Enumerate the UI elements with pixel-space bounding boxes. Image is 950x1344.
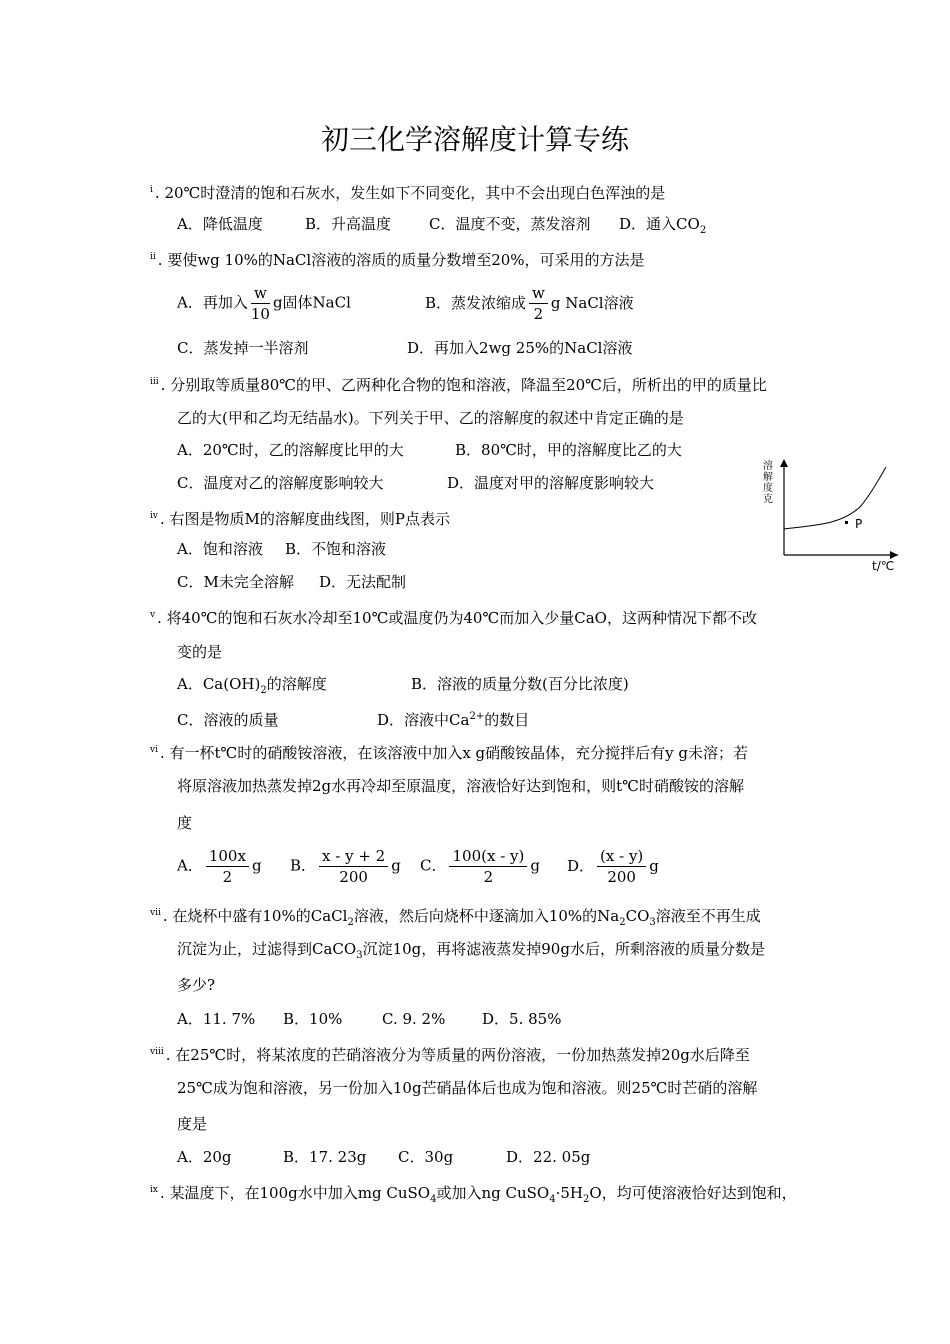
question-text: 分别取等质量80℃的甲、乙两种化合物的饱和溶液，降温至20℃后，所析出的甲的质量比 (170, 376, 767, 394)
x-axis-arrow (890, 551, 898, 559)
question-4-options-cd (177, 572, 406, 592)
question-8-stem: $^{viii}$ . 在25℃时，将某浓度的芒硝溶液分为等质量的两份溶液，一份加热蒸发掉20g水后降至 (150, 1046, 750, 1064)
option-a: A．20g (177, 1148, 232, 1166)
question-text: 将40℃的饱和石灰水冷却至10℃或温度仍为40℃而加入少量CaO，这两种情况下都不改 (166, 609, 757, 627)
option-a: A．降低温度 (177, 215, 263, 233)
question-6-stem-cont2: 度 (177, 814, 193, 832)
question-text: 右图是物质M的溶解度曲线图，则P点表示 (169, 510, 450, 528)
option-d: D．5. 85% (482, 1010, 562, 1028)
option-a: A．20℃时，乙的溶解度比甲的大 (177, 441, 404, 459)
option-a: A．饱和溶液 (177, 540, 263, 558)
question-4-stem: $^{iv}$ . 右图是物质M的溶解度曲线图，则P点表示 (150, 510, 450, 528)
option-a: A． $\frac{100x}{2}$ g (177, 847, 262, 886)
question-3-options-cd (177, 473, 654, 493)
option-c: C．温度不变，蒸发溶剂 (429, 215, 591, 233)
option-b: B．10% (283, 1010, 343, 1028)
option-b: B．升高温度 (305, 215, 392, 233)
option-c: C．M未完全溶解 (177, 573, 294, 591)
graph-y-label: 溶解度克 (763, 461, 773, 505)
option-b: B．不饱和溶液 (285, 540, 387, 558)
question-5-options-cd (177, 707, 529, 730)
option-d: D．溶液中$Ca^{2+}$的数目 (377, 711, 530, 729)
solubility-curve-graph (760, 455, 900, 580)
fraction: $\frac{x - y + 2}{200}$ (319, 846, 388, 887)
question-text: 要使wg 10%的NaCl溶液的溶质的质量分数增至20%，可采用的方法是 (167, 251, 645, 269)
question-3-stem-cont: 乙的大(甲和乙均无结晶水)。下列关于甲、乙的溶解度的叙述中肯定正确的是 (177, 409, 684, 427)
question-3-stem: $^{iii}$ . 分别取等质量80℃的甲、乙两种化合物的饱和溶液，降温至20℃后，所析出的甲的质量比 (150, 376, 767, 394)
option-d: D．再加入2wg 25%的NaCl溶液 (407, 339, 633, 357)
option-a: A．$Ca(OH)_2$的溶解度 (177, 675, 327, 696)
question-8-stem-cont: 25℃成为饱和溶液，另一份加入10g芒硝晶体后也成为饱和溶液。则25℃时芒硝的溶解 (177, 1079, 758, 1097)
fraction: $\frac{(x - y)}{200}$ (597, 846, 646, 887)
option-b: B．溶液的质量分数(百分比浓度) (411, 675, 629, 693)
fraction: $\frac{100x}{2}$ (206, 846, 249, 887)
point-p-marker (845, 521, 848, 524)
question-number: vii (150, 908, 161, 918)
question-6-options (177, 846, 659, 887)
option-d: D． $\frac{(x - y)}{200}$ g (567, 847, 659, 886)
question-2-options-ab (177, 283, 634, 324)
question-1-options (177, 214, 706, 241)
graph-point-label: P (855, 517, 863, 531)
question-2-options-cd (177, 338, 632, 358)
question-number: ii (150, 252, 156, 262)
question-number: v (150, 610, 156, 620)
option-d: D．无法配制 (319, 573, 407, 591)
option-b: B．80℃时，甲的溶解度比乙的大 (455, 441, 682, 459)
option-c: C． $\frac{100(x - y)}{2}$ g (420, 847, 540, 886)
question-3-options-ab (177, 440, 682, 460)
question-7-stem-cont: 沉淀为止，过滤得到CaCO$_3$沉淀10g，再将滤液蒸发掉90g水后，所剩溶液的质量分数是 (177, 940, 765, 961)
question-number: ix (150, 1185, 158, 1195)
question-7-stem-cont2: 多少? (177, 976, 216, 994)
question-text: 在25℃时，将某浓度的芒硝溶液分为等质量的两份溶液，一份加热蒸发掉20g水后降至 (175, 1046, 750, 1064)
option-b: B． $\frac{x - y + 2}{200}$ g (290, 847, 401, 886)
option-c: C．溶液的质量 (177, 711, 279, 729)
question-text: 有一杯t℃时的硝酸铵溶液，在该溶液中加入x g硝酸铵晶体，充分搅拌后有y g未溶；若 (169, 744, 749, 762)
option-d: D．通入$CO_2$ (619, 215, 707, 236)
question-2-stem: $^{ii}$ . 要使wg 10%的NaCl溶液的溶质的质量分数增至20%，可采用的方法是 (150, 251, 645, 269)
question-6-stem-cont: 将原溶液加热蒸发掉2g水再冷却至原温度，溶液恰好达到饱和，则t℃时硝酸铵的溶解 (177, 777, 744, 795)
option-d: D．22. 05g (506, 1148, 591, 1166)
fraction: $\frac{w}{2}$ (529, 283, 548, 324)
option-c: C．温度对乙的溶解度影响较大 (177, 474, 384, 492)
solubility-curve (784, 467, 886, 529)
y-axis-arrow (780, 459, 788, 467)
fraction: $\frac{100(x - y)}{2}$ (449, 846, 527, 887)
question-8-stem-cont2: 度是 (177, 1115, 208, 1133)
question-6-stem: $^{vi}$ . 有一杯t℃时的硝酸铵溶液，在该溶液中加入x g硝酸铵晶体，充分搅拌后有y g未溶；若 (150, 744, 749, 762)
question-1-stem: $^i$ . 20℃时澄清的饱和石灰水，发生如下不同变化，其中不会出现白色浑浊的是 (150, 184, 666, 202)
question-7-stem: $^{vii}$ . 在烧杯中盛有10%的CaCl$_2$溶液，然后向烧杯中逐滴加入10%的$Na_2CO_3$溶液至不再生成 (150, 907, 761, 928)
option-b: B．17. 23g (283, 1148, 367, 1166)
question-number: iii (150, 377, 159, 387)
question-5-stem-cont: 变的是 (177, 643, 223, 661)
question-7-options (177, 1009, 561, 1029)
option-d: D．温度对甲的溶解度影响较大 (447, 474, 655, 492)
option-c: C. 9. 2% (382, 1010, 446, 1028)
fraction: $\frac{w}{10}$ (250, 284, 270, 323)
question-4-options-ab (177, 539, 386, 559)
question-text: 20℃时澄清的饱和石灰水，发生如下不同变化，其中不会出现白色浑浊的是 (164, 184, 666, 202)
question-8-options (177, 1147, 590, 1167)
question-number: iv (150, 511, 158, 521)
option-c: C．蒸发掉一半溶剂 (177, 339, 309, 357)
question-5-stem: $^v$ . 将40℃的饱和石灰水冷却至10℃或温度仍为40℃而加入少量CaO，这两种情况下都不改 (150, 609, 757, 627)
question-number: i (150, 185, 153, 195)
question-5-options-ab (177, 674, 629, 701)
graph-x-label: t/℃ (872, 559, 895, 573)
question-9-stem: $^{ix}$ . 某温度下，在100g水中加入mg CuSO$_4$或加入ng $CuSO_4\cdot 5H_2O$，均可使溶液恰好达到饱和， (150, 1184, 797, 1205)
page-title: 初三化学溶解度计算专练 (320, 123, 629, 156)
option-a: A．11. 7% (177, 1010, 256, 1028)
option-b: B．蒸发浓缩成 $\frac{w}{2}$ g NaCl溶液 (425, 284, 634, 323)
option-a: A．再加入 $\frac{w}{10}$ g固体NaCl (177, 284, 351, 323)
question-number: viii (150, 1047, 164, 1057)
question-number: vi (150, 745, 158, 755)
option-c: C．30g (398, 1148, 454, 1166)
